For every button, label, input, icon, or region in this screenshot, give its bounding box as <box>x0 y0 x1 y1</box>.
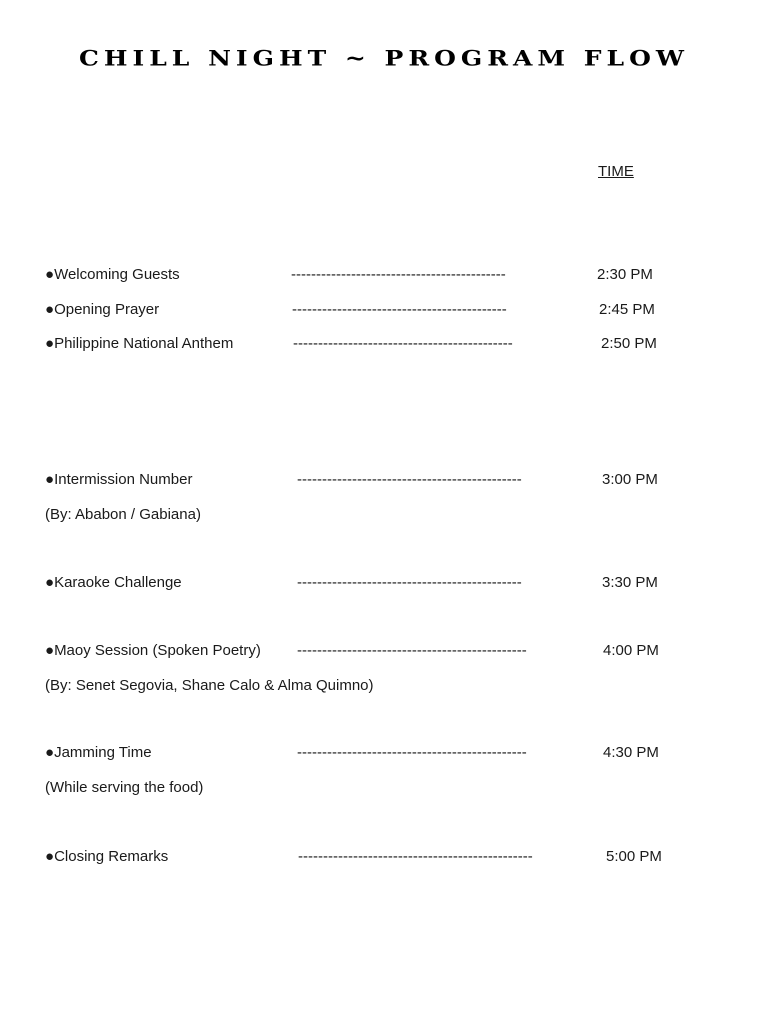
program-item-time: 4:30 PM <box>603 744 659 761</box>
program-item-note: (While serving the food) <box>45 779 204 796</box>
program-item-label: ●Maoy Session (Spoken Poetry) <box>45 642 261 659</box>
program-item-label: ●Karaoke Challenge <box>45 574 182 591</box>
program-item-label: ●Opening Prayer <box>45 301 160 318</box>
page-title: CHILL NIGHT ~ PROGRAM FLOW <box>79 46 689 71</box>
dash-leader: ------------------------------------------- <box>291 266 506 283</box>
dash-leader: --------------------------------------------- <box>297 471 522 488</box>
dash-leader: ----------------------------------------------- <box>298 848 533 865</box>
dash-leader: ---------------------------------------------- <box>297 744 527 761</box>
program-item-time: 5:00 PM <box>606 848 662 865</box>
dash-leader: --------------------------------------------- <box>297 574 522 591</box>
dash-leader: -------------------------------------------- <box>293 335 513 352</box>
time-column-header: TIME <box>598 163 634 180</box>
program-item-time: 2:45 PM <box>599 301 655 318</box>
program-item-time: 3:00 PM <box>602 471 658 488</box>
dash-leader: ------------------------------------------- <box>292 301 507 318</box>
program-item-time: 3:30 PM <box>602 574 658 591</box>
program-item-label: ●Intermission Number <box>45 471 193 488</box>
program-item-time: 2:50 PM <box>601 335 657 352</box>
program-item-label: ●Closing Remarks <box>45 848 169 865</box>
program-item-label: ●Philippine National Anthem <box>45 335 234 352</box>
dash-leader: ---------------------------------------------- <box>297 642 527 659</box>
program-item-time: 4:00 PM <box>603 642 659 659</box>
program-item-label: ●Welcoming Guests <box>45 266 180 283</box>
program-item-label: ●Jamming Time <box>45 744 152 761</box>
program-item-time: 2:30 PM <box>597 266 653 283</box>
program-item-note: (By: Ababon / Gabiana) <box>45 506 201 523</box>
program-item-note: (By: Senet Segovia, Shane Calo & Alma Quimno) <box>45 677 374 694</box>
